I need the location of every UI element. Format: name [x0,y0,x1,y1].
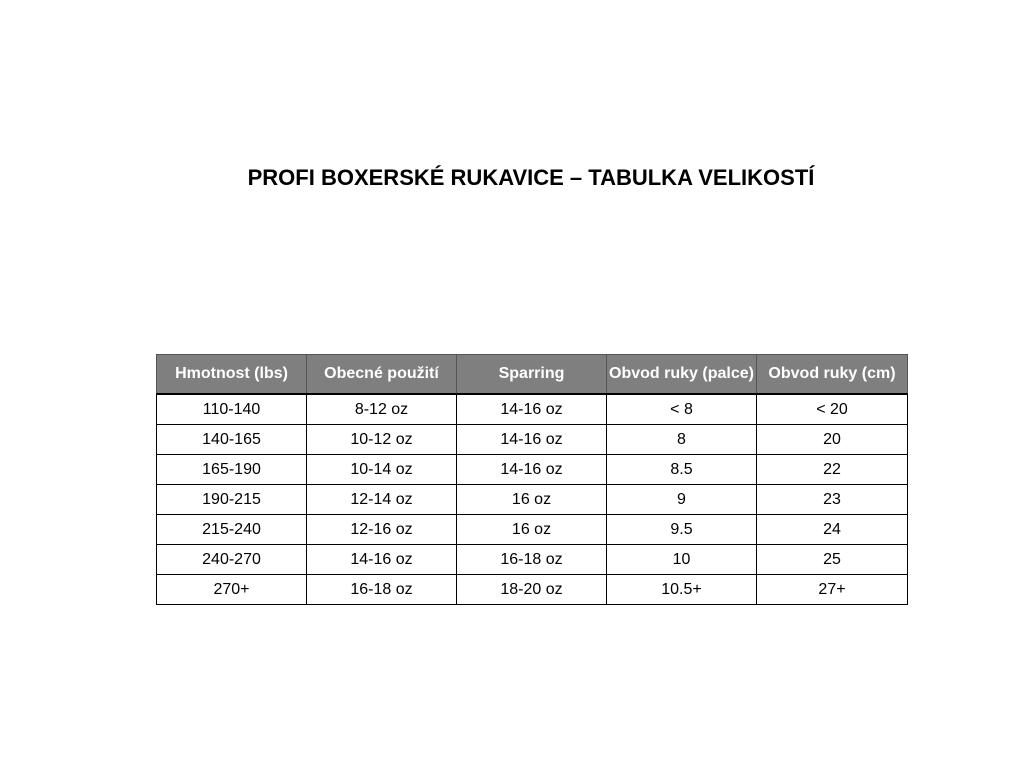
cell-hand-cm: 22 [757,455,908,485]
header-hand-circumference-inches: Obvod ruky (palce) [607,355,757,395]
cell-hand-cm: 27+ [757,575,908,605]
cell-hand-inches: 9.5 [607,515,757,545]
size-chart-table [156,354,908,605]
cell-weight: 190-215 [157,485,307,515]
cell-hand-inches: 10 [607,545,757,575]
cell-sparring: 14-16 oz [457,425,607,455]
cell-hand-inches: < 8 [607,394,757,425]
cell-hand-inches: 10.5+ [607,575,757,605]
table-row [157,425,908,455]
cell-hand-cm: 23 [757,485,908,515]
table-row [157,455,908,485]
cell-weight: 140-165 [157,425,307,455]
cell-sparring: 16-18 oz [457,545,607,575]
cell-sparring: 16 oz [457,485,607,515]
cell-general-use: 16-18 oz [307,575,457,605]
cell-sparring: 16 oz [457,515,607,545]
cell-general-use: 12-16 oz [307,515,457,545]
table-row [157,485,908,515]
cell-hand-cm: 25 [757,545,908,575]
cell-weight: 270+ [157,575,307,605]
cell-general-use: 14-16 oz [307,545,457,575]
cell-hand-cm: 20 [757,425,908,455]
table-row [157,575,908,605]
cell-general-use: 12-14 oz [307,485,457,515]
cell-hand-cm: 24 [757,515,908,545]
table-row [157,394,908,425]
cell-weight: 110-140 [157,394,307,425]
header-weight: Hmotnost (lbs) [157,355,307,395]
cell-general-use: 10-12 oz [307,425,457,455]
table-row [157,545,908,575]
table-header-row [157,355,908,395]
cell-sparring: 18-20 oz [457,575,607,605]
cell-general-use: 8-12 oz [307,394,457,425]
cell-weight: 240-270 [157,545,307,575]
cell-sparring: 14-16 oz [457,455,607,485]
cell-weight: 165-190 [157,455,307,485]
page-title: PROFI BOXERSKÉ RUKAVICE – TABULKA VELIKOSTÍ [247,165,815,190]
cell-hand-inches: 9 [607,485,757,515]
cell-hand-cm: < 20 [757,394,908,425]
cell-weight: 215-240 [157,515,307,545]
table-row [157,515,908,545]
cell-hand-inches: 8 [607,425,757,455]
cell-sparring: 14-16 oz [457,394,607,425]
cell-general-use: 10-14 oz [307,455,457,485]
cell-hand-inches: 8.5 [607,455,757,485]
header-hand-circumference-cm: Obvod ruky (cm) [757,355,908,395]
header-general-use: Obecné použití [307,355,457,395]
header-sparring: Sparring [457,355,607,395]
